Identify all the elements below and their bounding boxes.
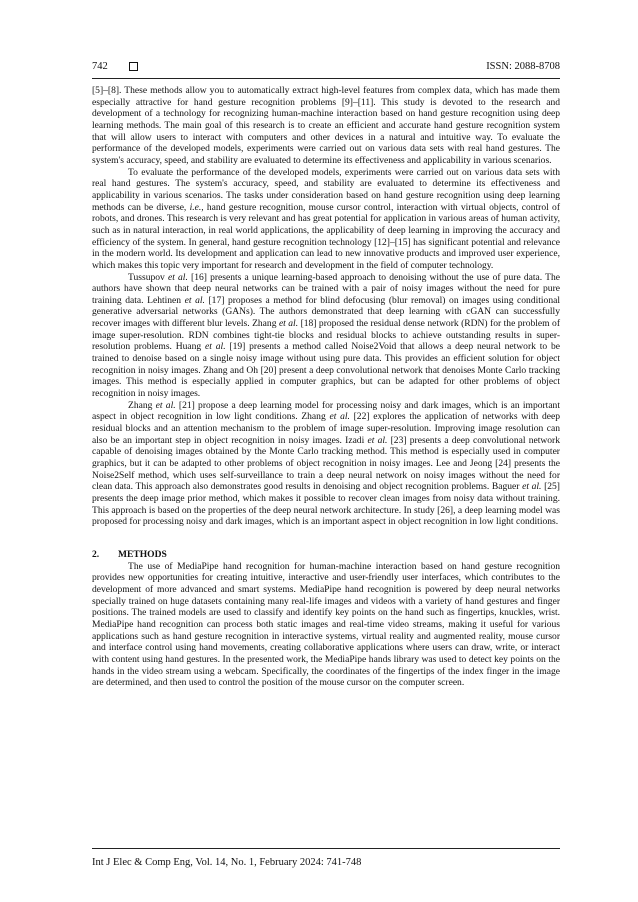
section-title: METHODS bbox=[118, 548, 167, 560]
footer-rule bbox=[92, 848, 560, 849]
issn-label: ISSN: 2088-8708 bbox=[486, 61, 560, 72]
footer-citation: Int J Elec & Comp Eng, Vol. 14, No. 1, February 2024: 741-748 bbox=[92, 857, 362, 868]
running-header bbox=[92, 58, 560, 78]
methods-paragraph: The use of MediaPipe hand recognition for human-machine interaction based on hand gesture recognition provides new opportunities for creating intuitive, interactive and user-friendly user interfaces, which contributes to the development of more advanced and smart systems. MediaPipe hand recognition is powered by deep neural networks specially trained on huge datasets containing many real-life images and videos with a variety of hand gestures and finger positions. The trained models are used to classify and identify key points on the hand such as fingertips, knuckles, wrist. MediaPipe hand recognition can process both static images and real-time video streams, making it useful for various applications such as hand gesture recognition in interactive systems, virtual reality and augmented reality, mouse cursor and interface control using hand movements, creating collaborative applications where users can draw, write, or interact with content using hand gestures. In the presented work, the MediaPipe hands library was used to detect key points on the hands in the video stream using a webcam. Specifically, the coordinates of the fingertips of the index finger in the image are determined, and then used to control the position of the mouse cursor on the computer screen. bbox=[92, 560, 560, 689]
section-number: 2. bbox=[92, 548, 100, 560]
article-body bbox=[92, 85, 560, 689]
page-number: 742 bbox=[92, 61, 108, 72]
square-outline-icon bbox=[129, 62, 138, 71]
paragraph-4: Zhang et al. [21] propose a deep learning model for processing noisy and dark images, which is an important aspect in object recognition in low light conditions. Zhang et al. [22] explores the application of networks with deep residual blocks and an attention mechanism to the problem of image super-resolution. Improving image resolution can also be an important step in object recognition in noisy images. Izadi et al. [23] presents a deep convolutional network capable of denoising images obtained by the Monte Carlo tracking method. This method is especially used in computer graphics, but it can be adapted to other problems of object recognition in noisy images. Lee and Jeong [24] presents the Noise2Self method, which uses self-surveillance to train a deep neural network on noisy images without the need for clean data. This approach also demonstrates good results in denoising and object recognition problems. Baguer et al. [25] presents the deep image prior method, which makes it possible to recover clean images from noisy data without training. This approach is based on the properties of the deep neural network architecture. In study [26], a deep learning model was proposed for processing noisy and dark images, which is an important aspect in object recognition in low light conditions. bbox=[92, 399, 560, 528]
section-heading bbox=[92, 549, 560, 561]
paragraph-2: To evaluate the performance of the developed models, experiments were carried out on various data sets with real hand gestures. The system's accuracy, speed, and stability are evaluated to determine its effectiveness and applicability in various scenarios. The tasks under consideration based on hand gesture recognition using deep learning methods can be diverse, i.e., hand gesture recognition, mouse cursor control, interaction with virtual objects, control of robots, and drones. This research is very relevant and has great potential for application in various areas of human activity, such as in natural interaction, in real world applications, the applicability of deep learning in improving the accuracy and efficiency of the system. In general, hand gesture recognition technology [12]–[15] has significant potential and relevance in the modern world. Its development and application can lead to new innovative products and improved user experience, which makes this topic very important for research and development in the field of computer technology. bbox=[92, 166, 560, 271]
paragraph-3: Tussupov et al. [16] presents a unique learning-based approach to denoising without the use of pure data. The authors have shown that deep neural networks can be trained with a pair of noisy images without the need for pure training data. Lehtinen et al. [17] proposes a method for blind defocusing (blur removal) on images using conditional generative adversarial networks (GANs). The authors demonstrated that deep learning with cGAN can successfully recover images with different blur levels. Zhang et al. [18] proposed the residual dense network (RDN) for the problem of image super-resolution. RDN combines tight-tie blocks and residual blocks to achieve outstanding results in super-resolution problems. Huang et al. [19] presents a method called Noise2Void that allows a deep neural network to be trained to denoise based on a single noisy image without using pure data. This provides an efficient solution for object recognition in noisy images. Zhang and Oh [20] present a deep convolutional network that denoises Monte Carlo tracking images. This method is especially applied in computer graphics, but can be adapted for other problems of object recognition in noisy images. bbox=[92, 271, 561, 400]
header-rule bbox=[92, 78, 560, 79]
paragraph-1: [5]–[8]. These methods allow you to automatically extract high-level features from complex data, which has made them especially attractive for hand gesture recognition problems [9]–[11]. This study is devoted to the research and development of a technology for recognizing human-machine interaction based on hand gesture recognition using deep learning methods. The main goal of this research is to create an efficient and accurate hand gesture recognition system that will allow users to interact with computers and other devices in a natural and intuitive way. To evaluate the performance of the developed models, experiments were carried out on various data sets with real hand gestures. The system's accuracy, speed, and stability are evaluated to determine its effectiveness and applicability in various scenarios. bbox=[92, 85, 560, 166]
